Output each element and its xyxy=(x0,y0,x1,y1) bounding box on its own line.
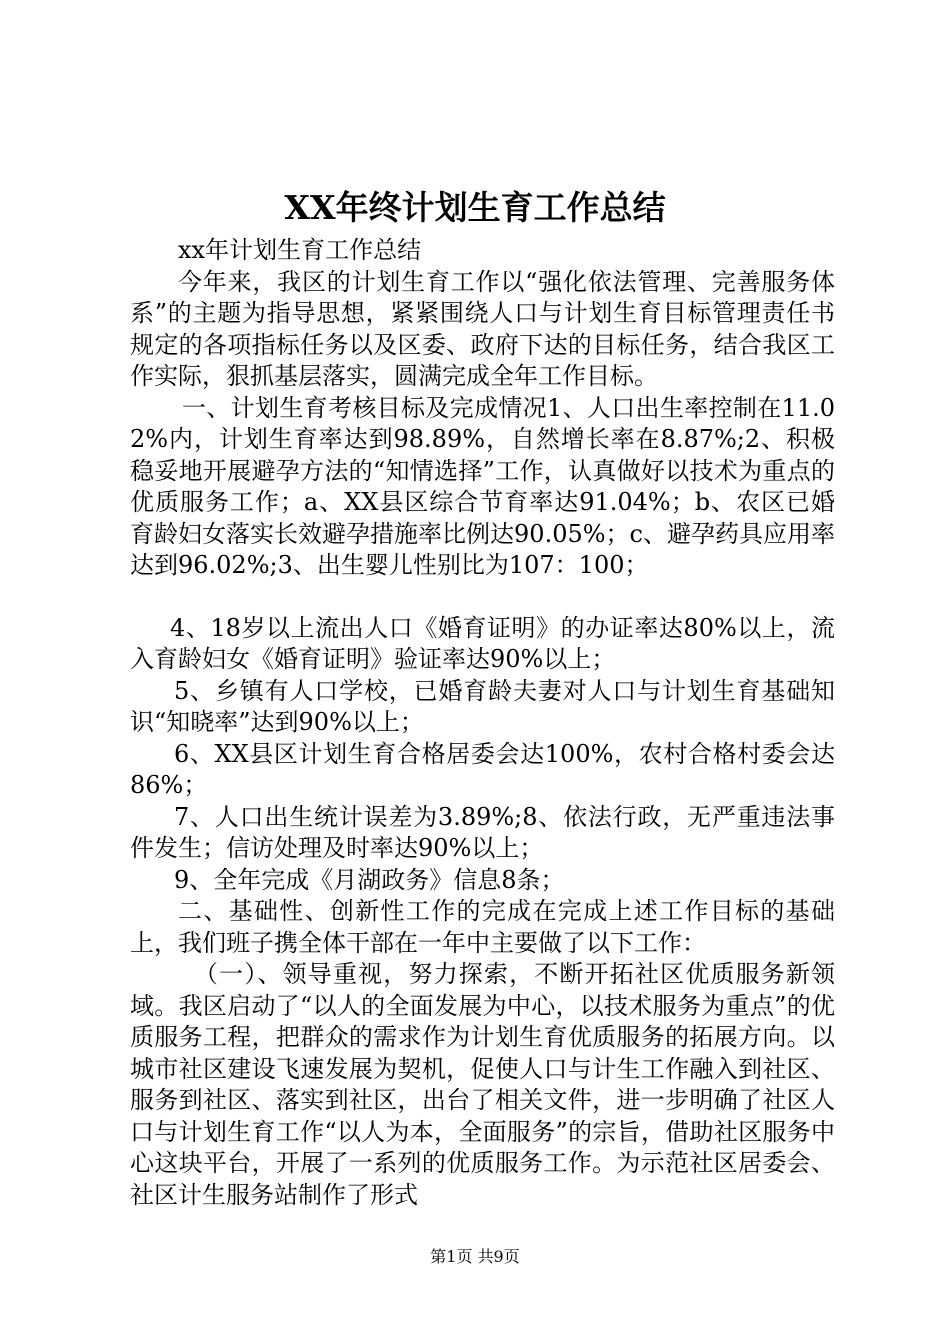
paragraph-intro: 今年来，我区的计划生育工作以“强化依法管理、完善服务体系”的主题为指导思想，紧紧围绕人口与计划生育目标管理责任书规定的各项指标任务以及区委、政府下达的目标任务，结合我区工作实际，狠抓基层落实，圆满完成全年工作目标。 xyxy=(130,267,835,390)
paragraph-subsection-1: （一）、领导重视，努力探索，不断开拓社区优质服务新领域。我区启动了“以人的全面发展为中心，以技术服务为重点”的优质服务工程，把群众的需求作为计划生育优质服务的拓展方向。以城市社区建设飞速发展为契机，促使人口与计生工作融入到社区、服务到社区、落实到社区，出台了相关文件，进一步明确了社区人口与计划生育工作“以人为本，全面服务”的宗旨，借助社区服务中心这块平台，开展了一系列的优质服务工作。为示范社区居委会、社区计生服务站制作了形式 xyxy=(130,960,835,1209)
paragraph-item-7: 7、人口出生统计误差为3.89%;8、依法行政，无严重违法事件发生；信访处理及时率达90%以上； xyxy=(130,802,835,862)
document-title: XX年终计划生育工作总结 xyxy=(284,188,666,227)
paragraph-item-6: 6、XX县区计划生育合格居委会达100%，农村合格村委会达86%； xyxy=(130,739,835,799)
paragraph-section-2: 二、基础性、创新性工作的完成在完成上述工作目标的基础上，我们班子携全体干部在一年中主要做了以下工作： xyxy=(130,897,835,957)
page-footer: 第1页 共9页 xyxy=(430,1247,520,1266)
document-body xyxy=(130,235,835,1211)
paragraph-item-5: 5、乡镇有人口学校，已婚育龄夫妻对人口与计划生育基础知识“知晓率”达到90%以上； xyxy=(130,676,835,736)
paragraph-item-4: 4、18岁以上流出人口《婚育证明》的办证率达80%以上，流入育龄妇女《婚育证明》验证率达90%以上； xyxy=(130,613,835,673)
document-subtitle: xx年计划生育工作总结 xyxy=(178,236,422,264)
paragraph-gap xyxy=(130,582,835,613)
paragraph-item-9: 9、全年完成《月湖政务》信息8条； xyxy=(174,865,565,894)
paragraph-section-1: 一、计划生育考核目标及完成情况1、人口出生率控制在11.02%内，计划生育率达到98.89%，自然增长率在8.87%;2、积极稳妥地开展避孕方法的“知情选择”工作，认真做好以技术为重点的优质服务工作；a、XX县区综合节育率达91.04%；b、农区已婚育龄妇女落实长效避孕措施率比例达90.05%；c、避孕药具应用率达到96.02%;3、出生婴儿性别比为107：100； xyxy=(130,393,835,579)
